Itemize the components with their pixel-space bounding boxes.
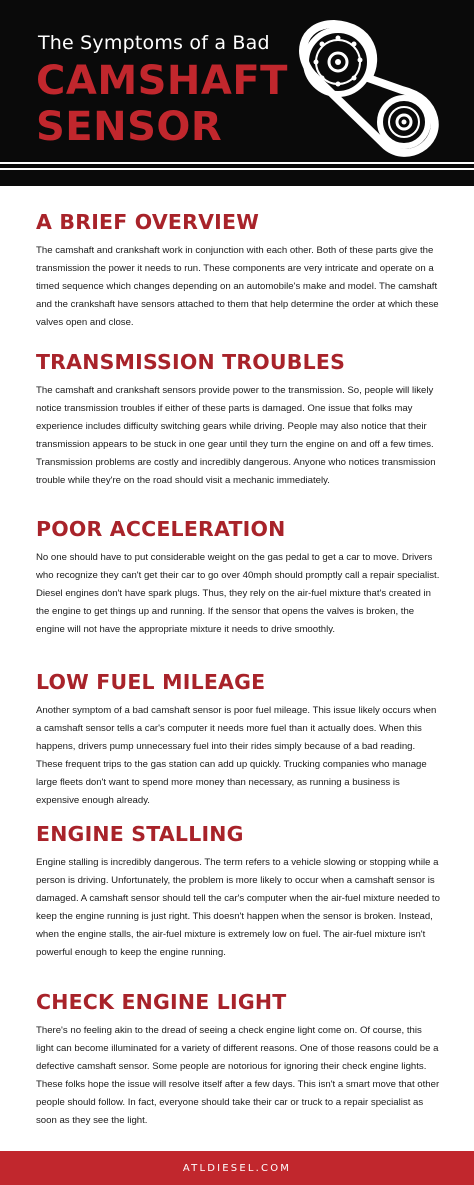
section-heading: POOR ACCELERATION: [36, 517, 286, 541]
section-engine-stalling: [36, 822, 440, 962]
section-low-fuel-mileage: [36, 670, 440, 810]
section-body: There's no feeling akin to the dread of seeing a check engine light come on. Of course, this light can become illuminated for a variety of different reasons. One of those reasons could be a defective camshaft sensor. Some people are notorious for ignoring their check engine lights. These folks hope the issue will resolve itself after a few days. This isn't a smart move that other people should follow. In fact, everyone should take their car or truck to a repair specialist as soon as they see the light.: [36, 1025, 440, 1126]
header-banner: [0, 0, 474, 186]
section-heading: A BRIEF OVERVIEW: [36, 210, 260, 234]
header-pretitle: The Symptoms of a Bad: [38, 32, 270, 54]
section-body: Engine stalling is incredibly dangerous. The term refers to a vehicle slowing or stopping while a person is driving. Unfortunately, the problem is more likely to occur when a camshaft sensor is damaged. A camshaft sensor should tell the car's computer when the air-fuel mixture needed to keep the engine running is just right. This doesn't happen when the sensor is broken. Instead, when the engine stalls, the air-fuel mixture is extremely low on fuel. The air-fuel mixture isn't powerful enough to keep the engine running.: [36, 857, 440, 958]
section-body: The camshaft and crankshaft sensors provide power to the transmission. So, people will likely notice transmission troubles if either of these parts is damaged. One issue that folks may experience includes difficulty switching gears while driving. People may also notice that their transmission appears to be stuck in one gear until they turn the engine on and off a few times. Transmission problems are costly and incredibly dangerous. Anyone who notices transmission trouble while they're on the road should visit a mechanic immediately.: [36, 385, 436, 486]
header-title-line2: SENSOR: [36, 104, 223, 150]
section-heading: LOW FUEL MILEAGE: [36, 670, 266, 694]
header-divider: [0, 168, 474, 170]
section-check-engine-light: [36, 990, 440, 1130]
section-transmission-troubles: [36, 350, 440, 490]
footer-url[interactable]: ATLDIESEL.COM: [182, 1162, 292, 1174]
section-body: No one should have to put considerable weight on the gas pedal to get a car to move. Drivers who recognize they can't get their car to go over 40mph should promptly call a repair specialist. Diesel engines don't have spark plugs. Thus, they rely on the air-fuel mixture that's created in the engine to get things up and running. If the sensor that opens the valves is broken, the engine will not have the appropriate mixture it needs to drive smoothly.: [36, 552, 440, 635]
section-poor-acceleration: [36, 517, 440, 639]
footer-bar: [0, 1151, 474, 1185]
section-body: The camshaft and crankshaft work in conjunction with each other. Both of these parts give the transmission the power it needs to run. These components are very intricate and operate on a timed sequence which changes depending on an automobile's make and model. The camshaft and the crankshaft have sensors attached to them that help determine the order at which these valves open and close.: [36, 245, 439, 328]
section-heading: CHECK ENGINE LIGHT: [36, 990, 287, 1014]
section-body: Another symptom of a bad camshaft sensor is poor fuel mileage. This issue likely occurs when a camshaft sensor tells a car's computer it needs more fuel than it actually does. When this happens, drivers pump unnecessary fuel into their rides simply because of a bad reading. These frequent trips to the gas station can add up quickly. Trucking companies who manage large fleets don't want to spend more money than necessary, as running a business is expensive enough already.: [36, 705, 437, 806]
header-divider: [0, 162, 474, 164]
section-heading: ENGINE STALLING: [36, 822, 244, 846]
section-brief-overview: [36, 210, 440, 332]
section-heading: TRANSMISSION TROUBLES: [36, 350, 346, 374]
timing-belt-icon: [290, 18, 440, 158]
header-title-line1: CAMSHAFT: [36, 58, 288, 104]
